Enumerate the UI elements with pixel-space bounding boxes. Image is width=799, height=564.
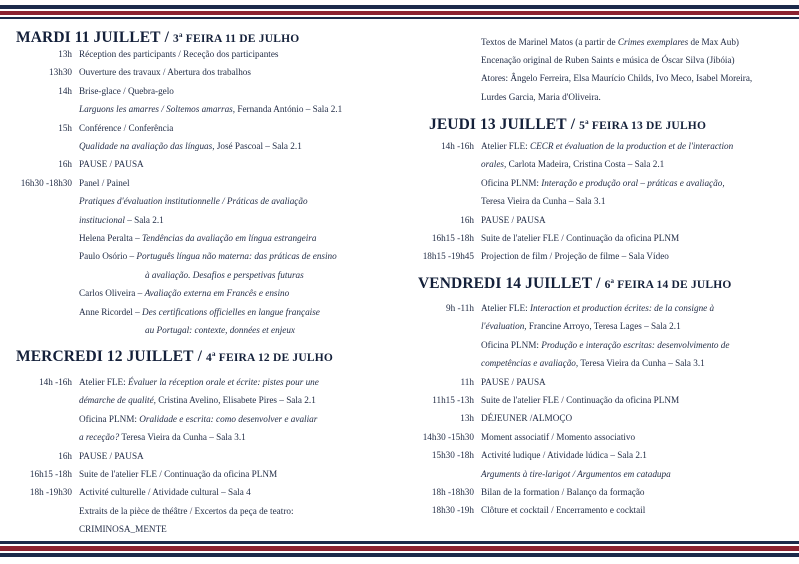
day-heading-tuesday: MARDI 11 JUILLET / 3$^a$ FEIRA 11 DE JULHO [16,29,300,46]
schedule-entry [481,140,733,152]
entry-text: Carlos Oliveira – [79,288,145,299]
entry-italic-text: Interação e produção oral – práticas e avaliação, [541,177,725,188]
schedule-entry [79,376,319,388]
entry-italic-text: au Portugal: contexte, données et enjeux [145,325,296,335]
entry-italic-text: a receção? [79,432,120,443]
entry-text: DÉJEUNER /ALMOÇO [481,413,573,424]
entry-italic-text: competências e avaliação, [481,358,579,369]
entry-italic-text: institucional [79,214,125,225]
time-slot: 11h15 -13h [432,395,474,405]
entry-text: Suite de l'atelier FLE / Continuação da oficina PLNM [79,469,278,479]
schedule-entry [79,413,317,425]
entry-text: Francine Arroyo, Teresa Lages – Sala 2.1 [526,321,681,332]
schedule-entry [79,214,164,226]
time-slot: 18h -18h30 [431,487,474,497]
entry-text: Cristina Avelino, Elisabete Pires – Sala 2.1 [155,395,316,406]
schedule-entry [79,122,173,134]
entry-text: Panel / Painel [79,177,130,188]
time-slot: 13h [58,49,72,59]
top-band-navy [0,5,799,9]
time-slot: 18h -19h30 [29,487,72,498]
entry-italic-text: Avaliação externa em Francês e ensino [144,288,290,299]
entry-text: Atelier FLE: [481,141,530,151]
entry-text: Atelier FLE: [79,377,128,387]
entry-text: Anne Ricordel – [79,306,143,317]
schedule-entry [79,250,337,262]
schedule-entry [79,505,294,517]
entry-text: Carlota Madeira, Cristina Costa – Sala 2.1 [506,159,665,170]
entry-text: Oficina PLNM: [79,413,140,424]
schedule-entry [481,357,705,369]
entry-text: Extraits de la pièce de théâtre / Excertos da peça de teatro: [79,505,294,516]
entry-italic-text: Larguons les amarres / Soltemos amarras, [79,104,236,115]
schedule-entry [481,36,739,48]
day-heading-wednesday: MERCREDI 12 JUILLET / 4$^a$ FEIRA 12 DE JULHO [16,348,334,365]
entry-italic-text: Oralidade e escrita: como desenvolver e avaliar [139,413,318,424]
entry-text: Atelier FLE: [481,303,530,313]
entry-italic-text: Produção e interação escritas: desenvolvimento de [541,339,730,350]
schedule-entry [79,523,167,535]
time-slot: 16h15 -18h [29,469,72,479]
schedule-entry [481,394,679,406]
entry-text: Bilan de la formation / Balanço da formação [481,487,645,497]
entry-text: PAUSE / PAUSA [481,376,546,387]
schedule-entry [79,450,144,462]
time-slot: 18h30 -19h [431,505,474,516]
schedule-entry [481,232,679,244]
schedule-entry [79,306,320,318]
schedule-entry [481,214,546,226]
schedule-entry [481,412,572,424]
entry-text: – Sala 2.1 [124,214,164,225]
schedule-entry [145,324,295,336]
schedule-entry [481,468,671,480]
schedule-entry [79,394,316,406]
entry-italic-text: l'évaluation, [481,321,527,332]
entry-text: Moment associatif / Momento associativo [481,431,636,442]
entry-italic-text: CECR et évaluation de la production et de l'interaction [530,141,734,151]
time-slot: 16h15 -18h [431,233,474,243]
schedule-entry [481,250,669,262]
entry-text: Textos de Marinel Matos (a partir de [481,37,618,47]
entry-text: Paulo Osório – [79,251,137,262]
entry-text: Clôture et cocktail / Encerramento e cocktail [481,505,646,516]
entry-italic-text: Tendências da avaliação em língua estrangeira [142,233,317,243]
schedule-entry [79,195,308,207]
schedule-entry [79,85,174,97]
entry-text: Teresa Vieira da Cunha – Sala 3.1 [119,432,246,443]
top-band-navy-2 [0,17,799,19]
schedule-entry [79,287,289,299]
entry-text: Helena Peralta – [79,233,143,243]
entry-italic-text: Des certifications officielles en langue française [142,306,320,317]
entry-text: PAUSE / PAUSA [481,214,546,225]
schedule-entry [481,504,645,516]
entry-text: Suite de l'atelier FLE / Continuação da oficina PLNM [481,233,680,243]
time-slot: 16h [58,159,72,170]
schedule-entry [481,320,681,332]
schedule-entry [481,339,729,351]
time-slot: 14h -16h [441,141,474,151]
schedule-entry [79,66,251,78]
time-slot: 16h [58,450,72,461]
entry-text: Teresa Vieira da Cunha – Sala 3.1 [578,358,705,369]
entry-italic-text: démarche de qualité, [79,395,156,406]
entry-text: CRIMINOSA_MENTE [79,524,167,535]
schedule-entry [481,54,735,66]
schedule-entry [79,48,279,60]
entry-text: de Max Aub) [688,37,739,47]
bottom-band-navy [0,541,799,544]
time-slot: 11h [460,376,474,387]
entry-italic-text: Arguments à tire-larigot / Argumentos em catadupa [481,468,671,479]
schedule-entry [79,486,251,498]
time-slot: 18h15 -19h45 [422,251,474,262]
entry-text: Ouverture des travaux / Abertura dos trabalhos [79,67,251,78]
time-slot: 15h30 -18h [431,450,474,461]
schedule-entry [79,177,130,189]
entry-italic-text: Crimes exemplares [617,37,689,47]
entry-text: Oficina PLNM: [481,177,542,188]
time-slot: 9h -11h [446,303,474,313]
entry-italic-text: orales, [481,159,507,170]
time-slot: 14h [58,85,72,96]
schedule-entry [79,140,302,152]
entry-text: Suite de l'atelier FLE / Continuação da oficina PLNM [481,395,680,405]
top-band-red [0,11,799,15]
schedule-entry [79,103,342,115]
entry-italic-text: à avaliação. Desafios e perspetivas futuras [145,269,304,280]
schedule-entry [481,486,645,498]
schedule-entry [79,431,246,443]
entry-text: Activité culturelle / Atividade cultural – Sala 4 [79,487,251,498]
entry-text: Brise-glace / Quebra-gelo [79,85,174,96]
time-slot: 16h [460,214,474,225]
entry-text: Fernanda António – Sala 2.1 [235,104,343,115]
schedule-entry [481,376,546,388]
entry-text: PAUSE / PAUSA [79,450,144,461]
entry-text: Atores: Ângelo Ferreira, Elsa Maurício Childs, Ivo Meco, Isabel Moreira, [481,73,753,84]
entry-italic-text: Português língua não materna: das práticas de ensino [136,251,337,262]
time-slot: 15h [58,122,72,133]
day-heading-friday: VENDREDI 14 JUILLET / 6$^a$ FEIRA 14 DE JULHO [418,275,732,292]
entry-text: Projection de film / Projeção de filme – Sala Vídeo [481,251,669,262]
schedule-entry [481,91,601,103]
entry-text: Teresa Vieira da Cunha – Sala 3.1 [481,196,606,207]
schedule-entry [145,269,304,281]
day-heading-thursday: JEUDI 13 JUILLET / 5$^a$ FEIRA 13 DE JULHO [429,116,707,133]
entry-text: Activité ludique / Atividade lúdica – Sala 2.1 [481,450,647,461]
time-slot: 14h30 -15h30 [422,431,474,442]
entry-italic-text: Évaluer la réception orale et écrite: pistes pour une [128,377,319,387]
schedule-entry [481,158,664,170]
schedule-entry [481,302,714,314]
entry-text: Lurdes Garcia, Maria d'Oliveira. [481,91,601,102]
schedule-entry [79,232,316,244]
bottom-band-navy-2 [0,553,799,557]
entry-text: Conférence / Conferência [79,122,174,133]
schedule-entry [481,449,647,461]
entry-italic-text: Interaction et production écrites: de la consigne à [530,303,715,313]
schedule-entry [481,72,752,84]
entry-text: Oficina PLNM: [481,339,542,350]
time-slot: 16h30 -18h30 [20,177,72,188]
entry-italic-text: Pratiques d'évaluation institutionnelle / Práticas de avaliação [79,196,308,207]
entry-text: Encenação original de Ruben Saints e música de Óscar Silva (Jibóia) [481,55,735,66]
schedule-entry [79,468,277,480]
schedule-entry [481,431,635,443]
schedule-entry [481,195,605,207]
entry-text: PAUSE / PAUSA [79,159,144,170]
entry-italic-text: Qualidade na avaliação das línguas, [79,141,215,151]
entry-text: José Pascoal – Sala 2.1 [214,141,302,151]
entry-text: Réception des participants / Receção dos participantes [79,49,279,59]
time-slot: 14h -16h [39,377,72,387]
schedule-entry [79,158,144,170]
time-slot: 13h30 [49,67,72,78]
schedule-entry [481,177,725,189]
time-slot: 13h [460,413,474,424]
bottom-band-red [0,546,799,551]
